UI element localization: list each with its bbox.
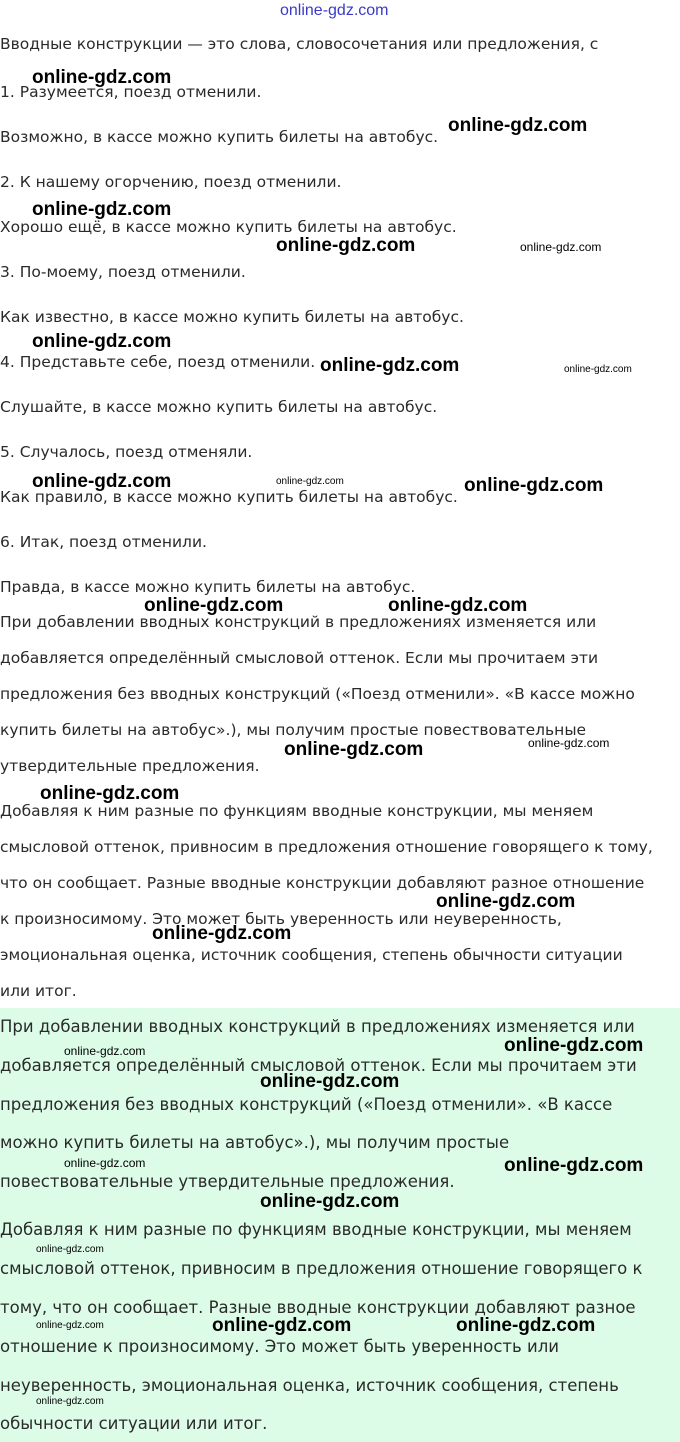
example-line: Хорошо ещё, в кассе можно купить билеты на автобус.	[0, 218, 457, 236]
explanation-line: эмоциональная оценка, источник сообщения, степень обычности ситуации	[0, 946, 623, 964]
explanation-line: утвердительные предложения.	[0, 757, 260, 775]
conclusion-line: предложения без вводных конструкций («Поезд отменили». «В кассе	[0, 1095, 613, 1114]
example-line: Возможно, в кассе можно купить билеты на автобус.	[0, 128, 439, 146]
conclusion-line: тому, что он сообщает. Разные вводные конструкции добавляют разное	[0, 1298, 636, 1317]
intro-line: Вводные конструкции — это слова, словосочетания или предложения, с	[0, 35, 599, 53]
explanation-line: предложения без вводных конструкций («Поезд отменили». «В кассе можно	[0, 685, 635, 703]
watermark: online-gdz.com	[36, 1320, 104, 1331]
watermark: online-gdz.com	[64, 1156, 146, 1170]
watermark: online-gdz.com	[504, 1155, 644, 1176]
watermark: online-gdz.com	[504, 1035, 644, 1056]
watermark: online-gdz.com	[152, 923, 292, 944]
watermark: online-gdz.com	[260, 1191, 400, 1212]
explanation-line: что он сообщает. Разные вводные конструкции добавляют разное отношение	[0, 874, 645, 892]
watermark: online-gdz.com	[448, 115, 588, 136]
watermark: online-gdz.com	[212, 1315, 352, 1336]
example-line: Слушайте, в кассе можно купить билеты на автобус.	[0, 398, 438, 416]
watermark: online-gdz.com	[464, 475, 604, 496]
example-line: 1. Разумеется, поезд отменили.	[0, 83, 262, 101]
watermark: online-gdz.com	[32, 199, 172, 220]
watermark: online-gdz.com	[456, 1315, 596, 1336]
explanation-line: При добавлении вводных конструкций в предложениях изменяется или	[0, 613, 597, 631]
watermark: online-gdz.com	[36, 1244, 104, 1255]
watermark: online-gdz.com	[528, 736, 610, 750]
conclusion-line: обычности ситуации или итог.	[0, 1414, 268, 1433]
explanation-line: к произносимому. Это может быть уверенность или неуверенность,	[0, 910, 562, 928]
watermark: online-gdz.com	[276, 476, 344, 487]
watermark: online-gdz.com	[64, 1044, 146, 1058]
watermark: online-gdz.com	[284, 739, 424, 760]
conclusion-line: При добавлении вводных конструкций в предложениях изменяется или	[0, 1017, 635, 1036]
explanation-line: купить билеты на автобус».), мы получим простые повествовательные	[0, 721, 587, 739]
example-line: 5. Случалось, поезд отменяли.	[0, 443, 253, 461]
conclusion-line: добавляется определённый смысловой оттенок. Если мы прочитаем эти	[0, 1056, 637, 1075]
example-line: Правда, в кассе можно купить билеты на автобус.	[0, 578, 416, 596]
example-line: 6. Итак, поезд отменили.	[0, 533, 207, 551]
conclusion-line: можно купить билеты на автобус».), мы получим простые	[0, 1133, 510, 1152]
explanation-line: или итог.	[0, 982, 77, 1000]
watermark-header: online-gdz.com	[280, 2, 389, 19]
conclusion-line: Добавляя к ним разные по функциям вводные конструкции, мы меняем	[0, 1220, 632, 1239]
watermark: online-gdz.com	[564, 364, 632, 375]
explanation-line: смысловой оттенок, привносим в предложения отношение говорящего к тому,	[0, 838, 653, 856]
watermark: online-gdz.com	[40, 783, 180, 804]
watermark: online-gdz.com	[260, 1071, 400, 1092]
watermark: online-gdz.com	[32, 331, 172, 352]
watermark: online-gdz.com	[320, 355, 460, 376]
conclusion-line: повествовательные утвердительные предложения.	[0, 1172, 455, 1191]
watermark: online-gdz.com	[32, 67, 172, 88]
example-line: 2. К нашему огорчению, поезд отменили.	[0, 173, 342, 191]
watermark: online-gdz.com	[144, 595, 284, 616]
explanation-line: Добавляя к ним разные по функциям вводные конструкции, мы меняем	[0, 802, 594, 820]
conclusion-line: неуверенность, эмоциональная оценка, источник сообщения, степень	[0, 1376, 619, 1395]
example-line: 3. По-моему, поезд отменили.	[0, 263, 246, 281]
example-line: 4. Представьте себе, поезд отменили.	[0, 353, 316, 371]
watermark: online-gdz.com	[36, 1396, 104, 1407]
watermark: online-gdz.com	[32, 471, 172, 492]
watermark: online-gdz.com	[276, 235, 416, 256]
watermark: online-gdz.com	[388, 595, 528, 616]
watermark: online-gdz.com	[436, 891, 576, 912]
explanation-line: добавляется определённый смысловой оттенок. Если мы прочитаем эти	[0, 649, 599, 667]
watermark: online-gdz.com	[520, 240, 602, 254]
conclusion-line: смысловой оттенок, привносим в предложения отношение говорящего к	[0, 1259, 643, 1278]
example-line: Как известно, в кассе можно купить билеты на автобус.	[0, 308, 464, 326]
conclusion-line: отношение к произносимому. Это может быть уверенность или	[0, 1337, 559, 1356]
example-line: Как правило, в кассе можно купить билеты на автобус.	[0, 488, 458, 506]
